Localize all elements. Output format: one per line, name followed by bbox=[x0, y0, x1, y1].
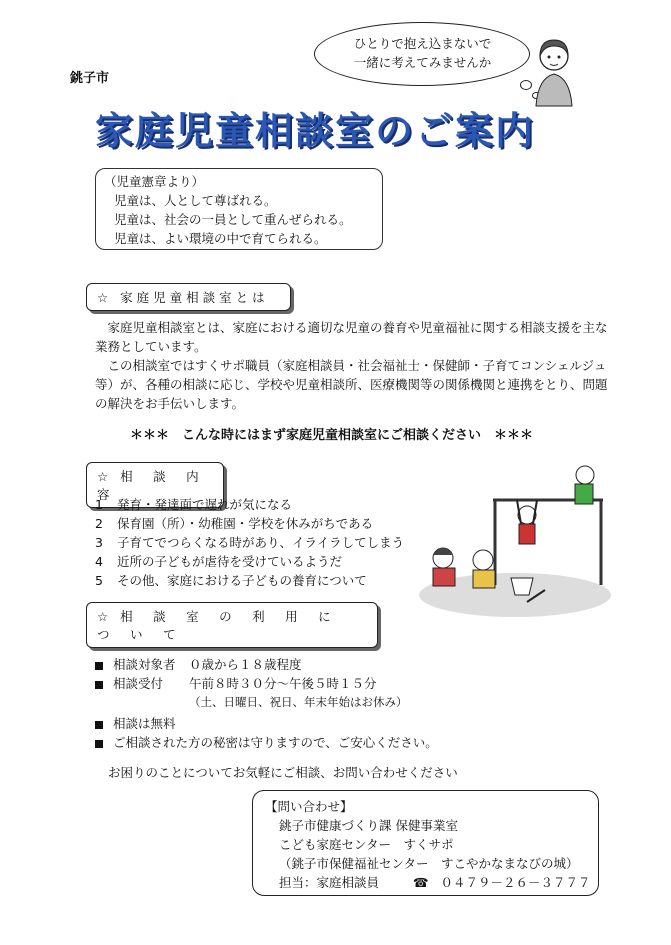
usage-target-row bbox=[95, 655, 595, 674]
city-label: 銚子市 bbox=[70, 71, 110, 86]
page-title: 家庭児童相談室のご案内 bbox=[95, 109, 536, 153]
about-para1-line1: 家庭児童相談室とは、家庭における適切な児童の養育や児童福祉に関する相談支援を主な bbox=[95, 320, 608, 335]
bubble-line-2: 一緒に考えてみませんか bbox=[353, 55, 492, 70]
usage-privacy-row bbox=[95, 733, 595, 752]
about-para2-line1: この相談室ではすくサポ職員（家庭相談員・社会福祉士・保健師・子育てコンシェルジュ bbox=[95, 358, 607, 373]
charter-heading: （児童憲章より） bbox=[104, 174, 205, 189]
contact-dept: 銚子市健康づくり課 保健事業室 bbox=[279, 818, 458, 833]
list-item: 2 保育園（所）・幼稚園・学校を休みがちである bbox=[95, 516, 374, 531]
charter-line-2: 児童は、社会の一員として重んぜられる。 bbox=[114, 212, 352, 227]
usage-free-row bbox=[95, 714, 595, 733]
bubble-line-1: ひとりで抱え込まないで bbox=[353, 36, 492, 51]
contact-box bbox=[252, 790, 599, 896]
contact-location: （銚子市保健福祉センター すこやかなまなびの城） bbox=[279, 856, 579, 871]
section-heading-usage: ☆ 相 談 室 の 利 用 に つ い て bbox=[86, 602, 378, 648]
charter-box bbox=[95, 168, 383, 250]
usage-hours-row bbox=[95, 674, 595, 693]
content-list bbox=[95, 495, 425, 590]
about-para1-line2: 業務としています。 bbox=[95, 339, 207, 354]
about-text bbox=[95, 318, 615, 413]
charter-line-1: 児童は、人として尊ばれる。 bbox=[114, 193, 277, 208]
contact-heading: 【問い合わせ】 bbox=[265, 799, 353, 814]
consult-banner: ＊＊＊ こんな時にはまず家庭児童相談室にご相談ください ＊＊＊ bbox=[130, 428, 534, 443]
phone-icon: ☎ bbox=[412, 875, 429, 890]
target-label: 相談対象者 bbox=[113, 657, 176, 672]
hours-note: （土、日曜日、祝日、年末年始はお休み） bbox=[189, 695, 408, 709]
list-item: 1 発育・発達面で遅れが気になる bbox=[95, 497, 293, 512]
list-item: 4 近所の子どもが虐待を受けているようだ bbox=[95, 554, 343, 569]
woman-illustration bbox=[530, 34, 578, 108]
usage-info bbox=[95, 655, 595, 752]
list-item: 3 子育てでつらくなる時があり、イライラしてしまう bbox=[95, 535, 405, 550]
contact-staff-row bbox=[279, 873, 598, 892]
about-para2-line2: 等）が、各種の相談に応じ、学校や児童相談所、医療機関等の関係機関と連携をとり、問題 bbox=[95, 377, 608, 392]
hours-label: 相談受付 bbox=[113, 676, 164, 691]
list-item: 5 その他、家庭における子どもの養育について bbox=[95, 573, 367, 588]
bubble-text bbox=[330, 34, 515, 72]
charter-line-3: 児童は、よい環境の中で育てられる。 bbox=[114, 231, 327, 246]
closing-text: お困りのことについてお気軽にご相談、お問い合わせください bbox=[108, 765, 458, 780]
free-text: 相談は無料 bbox=[113, 716, 176, 731]
contact-staff: 担当：家庭相談員 bbox=[279, 875, 380, 890]
children-playing-illustration bbox=[415, 460, 615, 620]
hours-value: 午前８時３０分～午後５時１５分 bbox=[189, 676, 377, 691]
section-heading-content: ☆ 相 談 内 容 bbox=[86, 462, 224, 508]
contact-phone: ０４７９－２６－３７７７ bbox=[440, 875, 591, 890]
privacy-text: ご相談された方の秘密は守りますので、ご安心ください。 bbox=[113, 735, 438, 750]
section-heading-about: ☆ 家庭児童相談室とは bbox=[86, 283, 291, 311]
about-para2-line3: の解決をお手伝いします。 bbox=[95, 396, 245, 411]
target-value: ０歳から１８歳程度 bbox=[189, 657, 302, 672]
contact-center: こども家庭センター すくサポ bbox=[279, 837, 454, 852]
